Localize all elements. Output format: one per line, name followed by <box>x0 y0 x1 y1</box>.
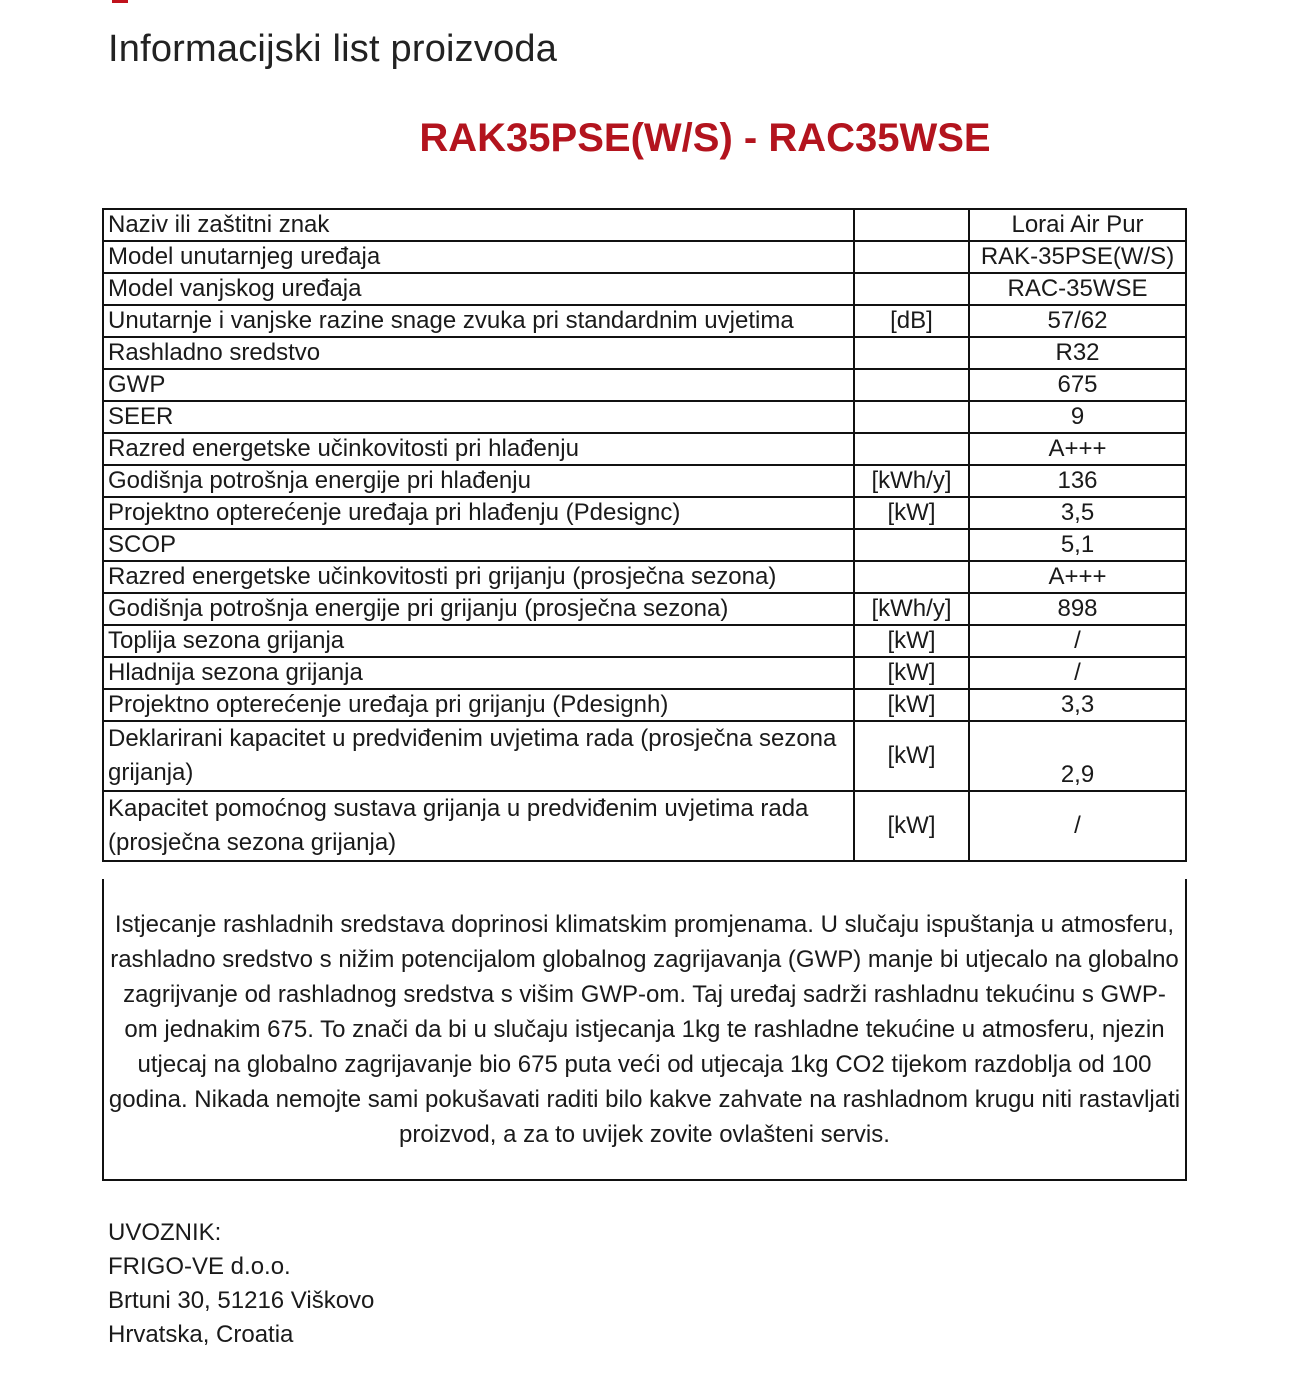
spec-value: RAK-35PSE(W/S) <box>969 241 1186 273</box>
spec-label: SEER <box>103 401 854 433</box>
table-row <box>103 625 1186 657</box>
importer-company: FRIGO-VE d.o.o. <box>108 1253 291 1280</box>
table-row <box>103 721 1186 791</box>
table-row <box>103 209 1186 241</box>
spec-unit <box>854 209 969 241</box>
spec-label: Projektno opterećenje uređaja pri grijanju (Pdesignh) <box>103 689 854 721</box>
spec-label: Naziv ili zaštitni znak <box>103 209 854 241</box>
spec-unit <box>854 273 969 305</box>
table-row <box>103 401 1186 433</box>
spec-unit: [kW] <box>854 625 969 657</box>
spec-label: Unutarnje i vanjske razine snage zvuka pri standardnim uvjetima <box>103 305 854 337</box>
table-row <box>103 465 1186 497</box>
spec-label: Godišnja potrošnja energije pri hlađenju <box>103 465 854 497</box>
spec-label: Rashladno sredstvo <box>103 337 854 369</box>
spec-value: A+++ <box>969 561 1186 593</box>
spec-value: / <box>969 625 1186 657</box>
spec-label: Deklarirani kapacitet u predviđenim uvjetima rada (prosječna sezona grijanja) <box>103 721 854 791</box>
table-row <box>103 305 1186 337</box>
spec-unit: [dB] <box>854 305 969 337</box>
spec-value: 3,3 <box>969 689 1186 721</box>
table-row <box>103 433 1186 465</box>
table-row <box>103 497 1186 529</box>
table-row <box>103 273 1186 305</box>
spec-value: 5,1 <box>969 529 1186 561</box>
model-title: RAK35PSE(W/S) - RAC35WSE <box>419 116 991 160</box>
spec-label: Toplija sezona grijanja <box>103 625 854 657</box>
spec-value: Lorai Air Pur <box>969 209 1186 241</box>
spec-value: R32 <box>969 337 1186 369</box>
spec-unit <box>854 401 969 433</box>
spec-unit: [kW] <box>854 657 969 689</box>
spec-unit: [kW] <box>854 721 969 791</box>
spec-unit: [kW] <box>854 689 969 721</box>
spec-label: Razred energetske učinkovitosti pri grijanju (prosječna sezona) <box>103 561 854 593</box>
importer-block <box>108 1216 374 1352</box>
spec-unit: [kWh/y] <box>854 593 969 625</box>
table-row <box>103 241 1186 273</box>
refrigerant-notice <box>102 879 1187 1181</box>
spec-value: 675 <box>969 369 1186 401</box>
table-row <box>103 561 1186 593</box>
spec-value: 2,9 <box>969 721 1186 791</box>
table-row <box>103 337 1186 369</box>
spec-unit <box>854 433 969 465</box>
spec-label: Hladnija sezona grijanja <box>103 657 854 689</box>
spec-unit: [kW] <box>854 497 969 529</box>
spec-unit <box>854 561 969 593</box>
spec-label: Godišnja potrošnja energije pri grijanju (prosječna sezona) <box>103 593 854 625</box>
spec-unit <box>854 529 969 561</box>
spec-label: Projektno opterećenje uređaja pri hlađenju (Pdesignc) <box>103 497 854 529</box>
table-row <box>103 791 1186 861</box>
spec-label: GWP <box>103 369 854 401</box>
spec-unit <box>854 241 969 273</box>
spec-value: RAC-35WSE <box>969 273 1186 305</box>
table-row <box>103 529 1186 561</box>
page-title: Informacijski list proizvoda <box>108 28 558 70</box>
table-row <box>103 657 1186 689</box>
spec-value: / <box>969 791 1186 861</box>
spec-unit <box>854 369 969 401</box>
spec-label: Kapacitet pomoćnog sustava grijanja u predviđenim uvjetima rada (prosječna sezona grijanja) <box>103 791 854 861</box>
table-row <box>103 593 1186 625</box>
spec-unit: [kWh/y] <box>854 465 969 497</box>
notice-text: Istjecanje rashladnih sredstava doprinosi klimatskim promjenama. U slučaju ispuštanja u atmosferu, rashladno sredstvo s nižim potencijalom globalnog zagrijavanja (GWP) manje bi utjecalo na globalno zagrijvanje od rashladnog sredstva s višim GWP-om. Taj uređaj sadrži rashladnu tekućinu s GWP-om jednakim 675. To znači da bi u slučaju istjecanja 1kg te rashladne tekućine u atmosferu, njezin utjecaj na globalno zagrijavanje bio 675 puta veći od utjecaja 1kg CO2 tijekom razdoblja od 100 godina. Nikada nemojte sami pokušavati raditi bilo kakve zahvate na rashladnom krugu niti rastavljati proizvod, a za to uvijek zovite ovlašteni servis. <box>108 911 1181 1148</box>
importer-country: Hrvatska, Croatia <box>108 1321 294 1348</box>
spec-value: A+++ <box>969 433 1186 465</box>
spec-unit: [kW] <box>854 791 969 861</box>
spec-label: Razred energetske učinkovitosti pri hlađenju <box>103 433 854 465</box>
top-accent-mark <box>112 0 128 3</box>
spec-label: Model vanjskog uređaja <box>103 273 854 305</box>
spec-label: SCOP <box>103 529 854 561</box>
spec-table-body <box>103 209 1186 861</box>
spec-value: 898 <box>969 593 1186 625</box>
table-row <box>103 689 1186 721</box>
spec-value: 9 <box>969 401 1186 433</box>
spec-table <box>102 208 1187 862</box>
table-row <box>103 369 1186 401</box>
spec-value: 57/62 <box>969 305 1186 337</box>
spec-value: 136 <box>969 465 1186 497</box>
spec-label: Model unutarnjeg uređaja <box>103 241 854 273</box>
spec-value: / <box>969 657 1186 689</box>
importer-address: Brtuni 30, 51216 Viškovo <box>108 1287 375 1314</box>
spec-value: 3,5 <box>969 497 1186 529</box>
spec-unit <box>854 337 969 369</box>
importer-heading: UVOZNIK: <box>108 1219 222 1246</box>
